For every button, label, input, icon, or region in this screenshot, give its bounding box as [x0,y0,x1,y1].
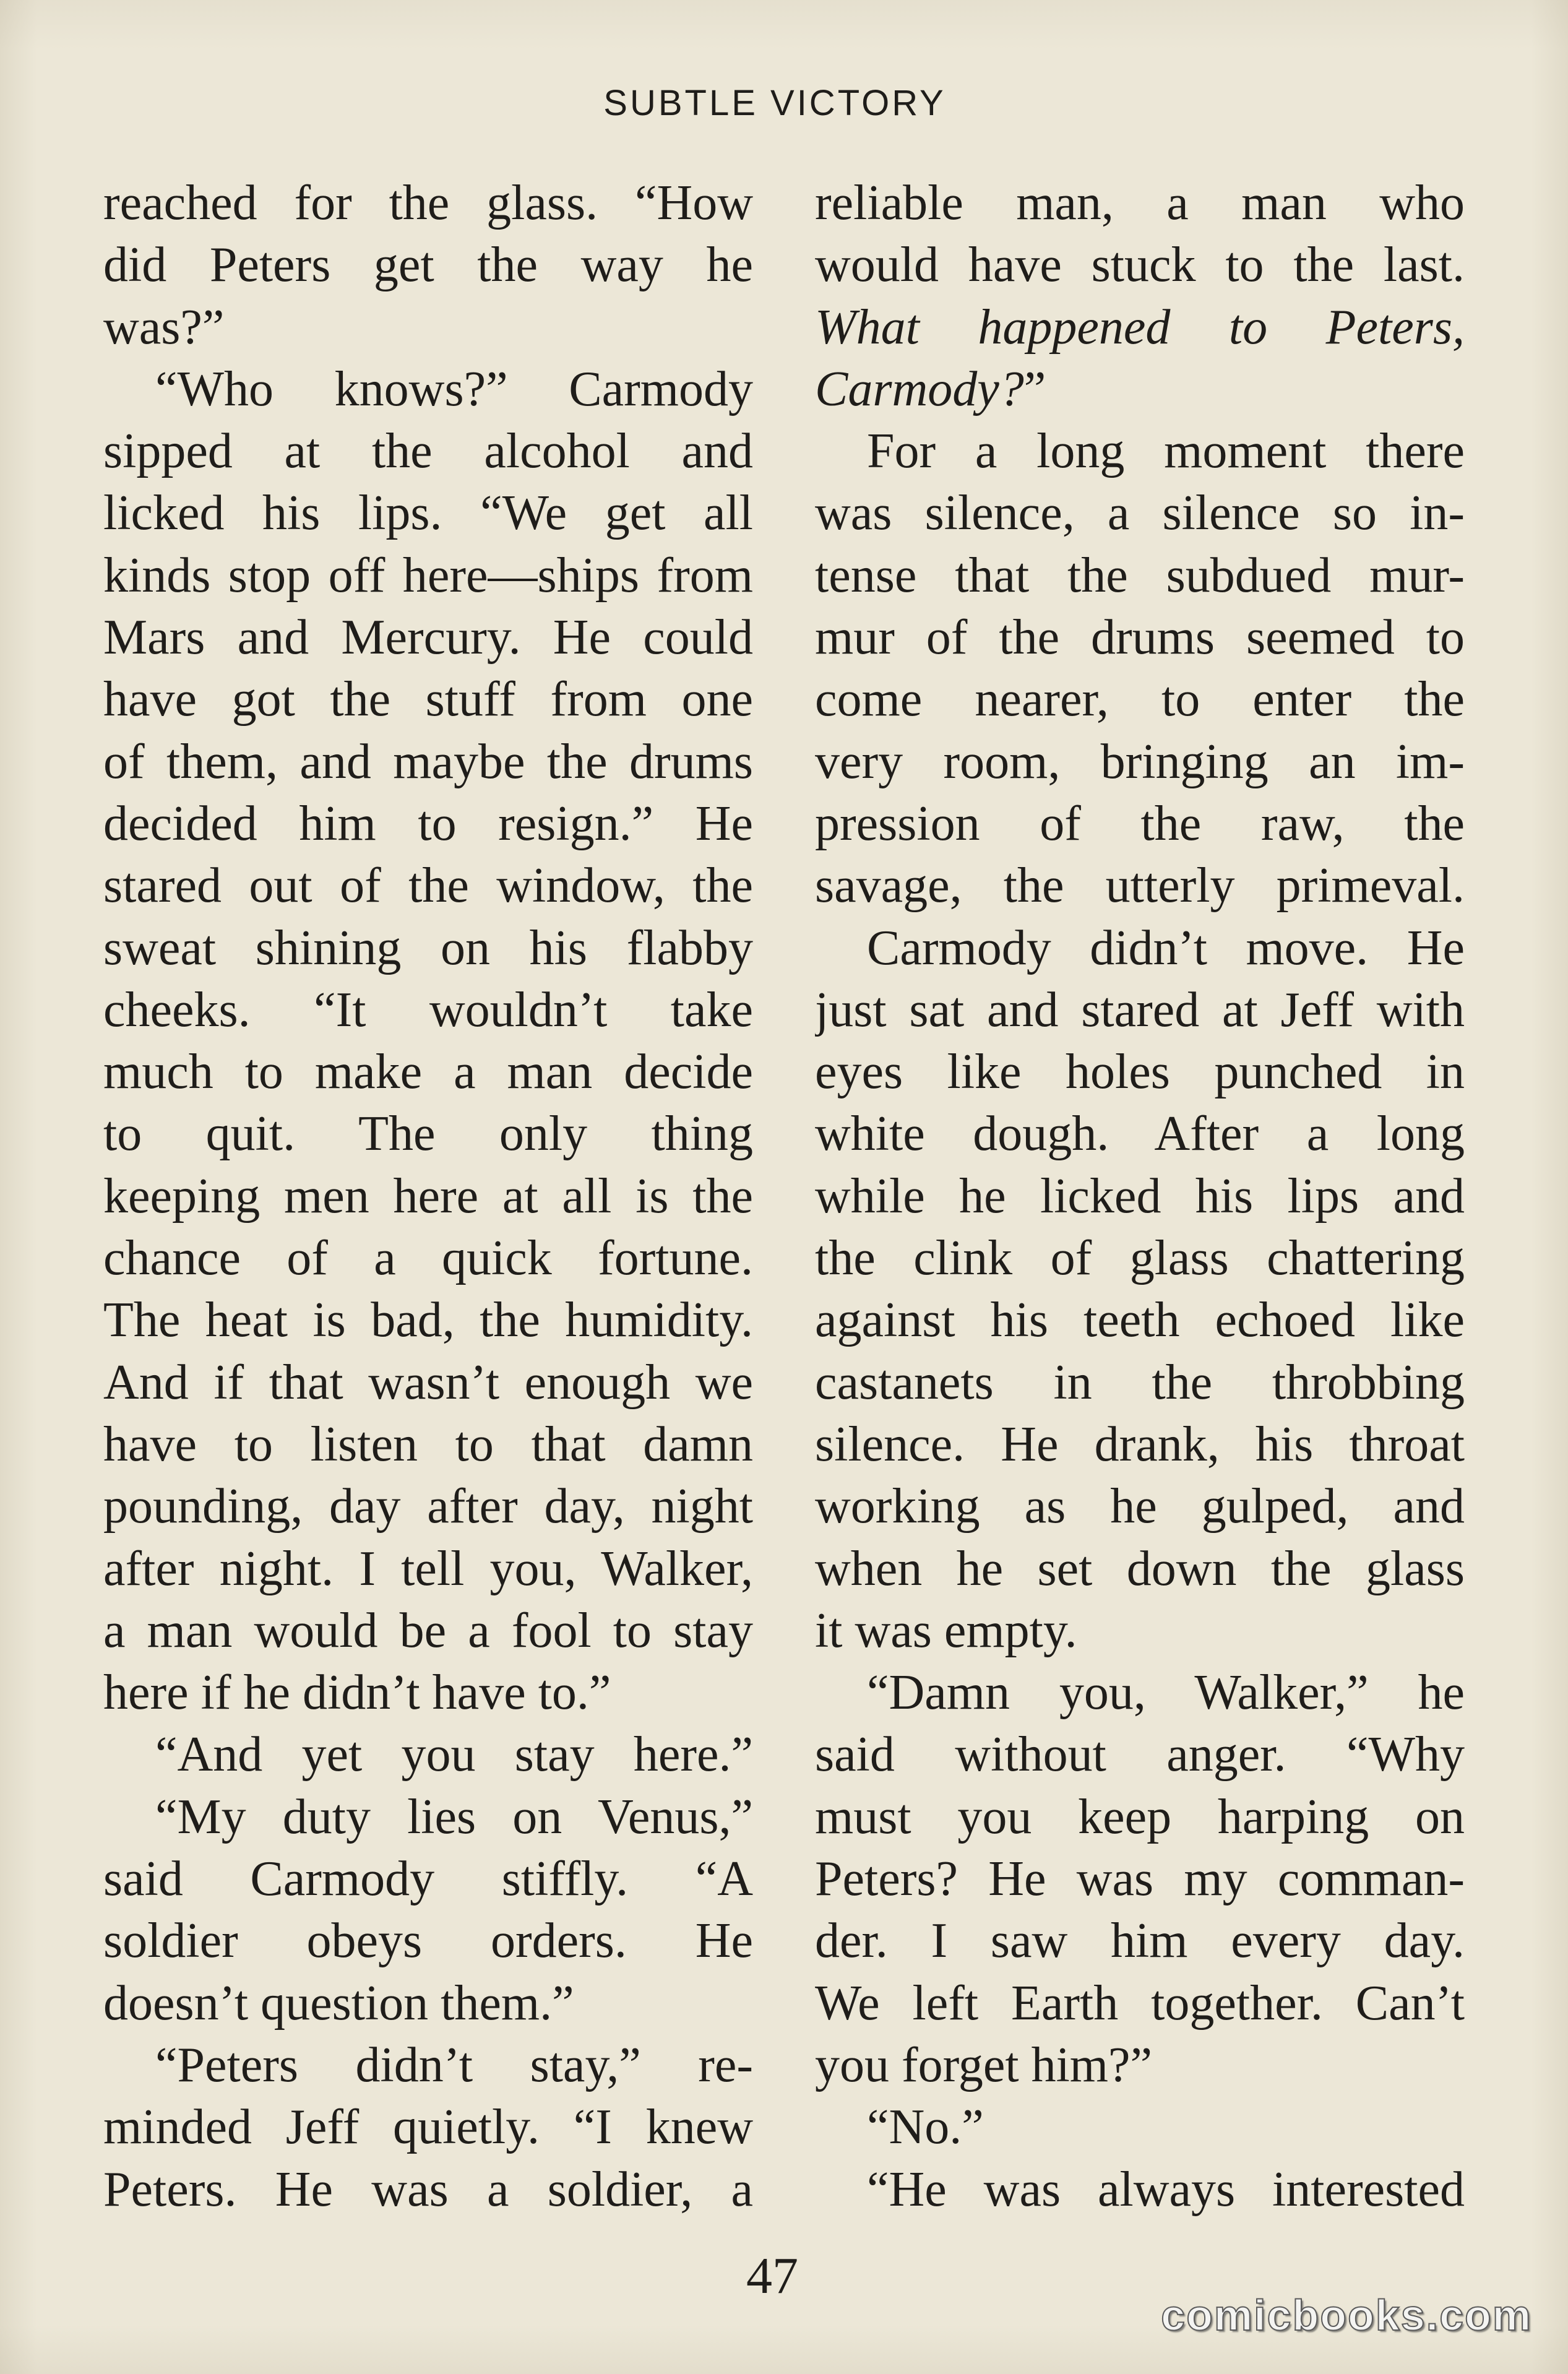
text-line: pression of the raw, the [815,796,1465,851]
text-line: cheeks. “It wouldn’t take [103,982,753,1037]
text-line: eyes like holes punched in [815,1045,1465,1100]
text-line: mur of the drums seemed to [815,610,1465,665]
text-line: reached for the glass. “How [103,176,753,230]
text-line: did Peters get the way he [103,238,753,293]
text-line: reliable man, a man who [815,176,1465,230]
text-line: sweat shining on his flabby [103,920,753,975]
text-line: decided him to resign.” He [103,796,753,851]
text-line: said Carmody stiffly. “A [103,1852,753,1907]
page-number: 47 [746,2247,798,2305]
text-line: keeping men here at all is the [103,1168,753,1224]
text-line: kinds stop off here—ships from [103,548,753,603]
text-line: der. I saw him every day. [815,1914,1465,1969]
text-line: sipped at the alcohol and [103,424,753,479]
text-line: tense that the subdued mur- [815,548,1465,603]
text-line: We left Earth together. Can’t [815,1975,1465,2031]
text-line: soldier obeys orders. He [103,1914,753,1969]
text-line: Carmody didn’t move. He [867,920,1465,975]
closing-quote: ” [1023,361,1046,417]
italic-text-line: What happened to Peters, [815,300,1465,355]
text-line: “Who knows?” Carmody [155,361,753,417]
text-line: doesn’t question them.” [103,1975,574,2031]
text-line: white dough. After a long [815,1107,1465,1162]
text-line: savage, the utterly primeval. [815,858,1465,913]
text-line: while he licked his lips and [815,1168,1465,1224]
text-line: minded Jeff quietly. “I knew [103,2100,753,2155]
text-line: “And yet you stay here.” [155,1727,753,1782]
italic-text: Carmody? [815,361,1024,417]
text-line: “Peters didn’t stay,” re- [155,2037,753,2092]
text-line: working as he gulped, and [815,1479,1465,1534]
text-line: here if he didn’t have to.” [103,1665,611,1720]
text-line: Peters. He was a soldier, a [103,2162,753,2217]
text-line: silence. He drank, his throat [815,1417,1465,1472]
text-line: “My duty lies on Venus,” [155,1789,753,1844]
text-line: was silence, a silence so in- [815,486,1465,541]
text-line: For a long moment there [867,424,1465,479]
text-line: much to make a man decide [103,1045,753,1100]
text-line: pounding, day after day, night [103,1479,753,1534]
text-line: stared out of the window, the [103,858,753,913]
left-text-column [103,172,753,2221]
text-line: “No.” [867,2100,984,2155]
text-line: have to listen to that damn [103,1417,753,1472]
text-line: said without anger. “Why [815,1727,1465,1782]
text-line: castanets in the throbbing [815,1355,1465,1410]
text-line: must you keep harping on [815,1789,1465,1844]
right-text-column [815,172,1465,2221]
text-line: against his teeth echoed like [815,1293,1465,1348]
text-line: after night. I tell you, Walker, [103,1541,753,1596]
text-line: “Damn you, Walker,” he [867,1665,1465,1720]
text-line: the clink of glass chattering [815,1231,1465,1286]
text-line: was?” [103,300,225,355]
text-line: to quit. The only thing [103,1107,753,1162]
text-line: very room, bringing an im- [815,734,1465,789]
text-line: come nearer, to enter the [815,672,1465,727]
text-line: would have stuck to the last. [815,238,1465,293]
text-line [815,358,1465,420]
text-line: And if that wasn’t enough we [103,1355,753,1410]
text-line: when he set down the glass [815,1541,1465,1596]
running-title: SUBTLE VICTORY [603,83,946,123]
text-line: Mars and Mercury. He could [103,610,753,665]
text-line: licked his lips. “We get all [103,486,753,541]
text-line: Peters? He was my comman- [815,1852,1465,1907]
text-line: “He was always interested [867,2162,1465,2217]
text-line: have got the stuff from one [103,672,753,727]
text-line: of them, and maybe the drums [103,734,753,789]
watermark-logo: comicbooks.com [1161,2291,1532,2339]
text-line: a man would be a fool to stay [103,1603,753,1658]
text-line: chance of a quick fortune. [103,1231,753,1286]
text-line: The heat is bad, the humidity. [103,1293,753,1348]
text-line: just sat and stared at Jeff with [815,982,1465,1037]
text-line: you forget him?” [815,2037,1153,2092]
text-line: it was empty. [815,1603,1077,1658]
